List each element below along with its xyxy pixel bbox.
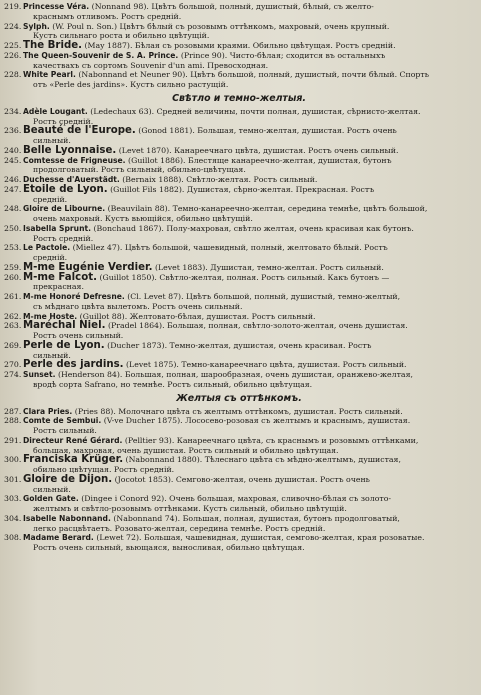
entry-text: [23, 494, 474, 514]
rose-entry: [4, 416, 474, 436]
rose-description: (Nabonnand 1880). Тѣлеснаго цвѣта съ мѣдно-желтымъ, душистая,: [125, 455, 401, 465]
rose-name: The Bride.: [23, 40, 83, 51]
rose-description-cont: средній.: [33, 194, 68, 204]
rose-name: Maréchal Niel.: [23, 320, 106, 332]
rose-description: (Ledechaux 63). Средней величины, почти полная, душистая, сѣрнисто-желтая.: [90, 106, 421, 116]
entry-text: [23, 370, 474, 390]
entry-text: [23, 360, 474, 370]
section-heading: Желтыя съ оттѣнкомъ.: [176, 392, 302, 404]
rose-description-cont: Ростъ очень сильный, вьющаяся, выносливая, обильно цвѣтущая.: [33, 543, 305, 552]
rose-name: Isabelle Nabonnand.: [23, 513, 111, 523]
rose-description: (Guillot Fils 1882). Душистая, сѣрно-желтая. Прекрасная. Ростъ: [110, 184, 375, 194]
entry-number: 308.: [4, 533, 22, 543]
entry-text: [23, 273, 474, 293]
entry-number: 248.: [4, 204, 22, 214]
entry-number: 259.: [4, 262, 22, 272]
rose-name: Beauté de l'Europe.: [23, 125, 136, 137]
rose-entry: [4, 41, 474, 51]
rose-name: Golden Gate.: [23, 494, 79, 504]
rose-description: (Ducher 1873). Темно-желтая, душистая, очень красивая. Ростъ: [107, 340, 372, 350]
rose-description-cont: Ростъ очень сильный.: [33, 331, 124, 340]
entry-number: 301.: [4, 474, 22, 484]
rose-entry: [4, 494, 474, 514]
entry-number: 261.: [4, 292, 22, 301]
rose-entry: [4, 185, 474, 205]
entry-number: 300.: [4, 455, 22, 465]
entry-number: 225.: [4, 41, 22, 50]
entry-text: [23, 146, 474, 156]
rose-entry: [4, 51, 474, 71]
rose-description: (Guillot 88). Желтовато-бѣлая, душистая. Ростъ сильный.: [79, 311, 316, 321]
entry-text: [23, 243, 474, 263]
rose-description-cont: прекрасная.: [33, 282, 84, 292]
rose-description: (Beauvilain 88). Темно-канареечно-желтая, середина темнѣе, цвѣтъ большой,: [107, 204, 428, 214]
rose-entry: [4, 126, 474, 146]
entry-number: 236.: [4, 126, 22, 136]
rose-description-cont: продолговатый. Ростъ сильный, обильно-цвѣтущая.: [33, 165, 246, 175]
rose-description: (Pradel 1864). Большая, полная, свѣтло-золото-желтая, очень душистая.: [107, 321, 408, 331]
rose-description: (Gonod 1881). Большая, темно-желтая, душистая. Ростъ очень: [138, 126, 397, 136]
rose-entry: [4, 514, 474, 534]
entry-number: 224.: [4, 21, 22, 31]
rose-description: (Levet 1875). Темно-канареечнаго цвѣта, душистая. Ростъ сильный.: [126, 360, 407, 370]
entry-text: [23, 156, 474, 176]
rose-description-cont: сильный.: [33, 484, 71, 494]
entry-text: [23, 2, 474, 22]
entry-text: [23, 70, 474, 90]
rose-description: (Levet 1870). Канареечнаго цвѣта, душистая. Ростъ очень сильный.: [118, 145, 399, 155]
rose-entry: [4, 273, 474, 293]
rose-description: (W. Poul n. Son.) Цвѣтъ бѣлый съ розовымъ оттѣнкомъ, махровый, очень крупный.: [52, 21, 390, 31]
entry-number: 219.: [4, 2, 22, 11]
section-heading: Свѣтло и темно-желтыя.: [172, 92, 306, 104]
rose-entry: [4, 475, 474, 495]
rose-entry: [4, 360, 474, 370]
entry-number: 291.: [4, 435, 22, 445]
rose-name: The Queen-Souvenir de S. A. Prince.: [23, 50, 179, 60]
entry-text: [23, 455, 474, 475]
entry-text: [23, 41, 474, 51]
rose-entry: [4, 533, 474, 553]
rose-name: Sunset.: [23, 370, 56, 379]
rose-description: (Guillot 1886). Блестяще канареечно-желтая, душистая, бутонъ: [128, 155, 392, 165]
rose-name: Franciska Krüger.: [23, 454, 124, 466]
rose-entry: [4, 243, 474, 263]
entry-text: [23, 514, 474, 534]
rose-name: Le Pactole.: [23, 243, 71, 253]
rose-name: M-me Eugénie Verdier.: [23, 261, 153, 273]
rose-description: (Cl. Levet 87). Цвѣтъ большой, полный, душистый, темно-желтый,: [127, 292, 401, 301]
rose-description: (Pelltier 93). Канареечнаго цвѣта, съ краснымъ и розовымъ оттѣнками,: [124, 435, 419, 445]
rose-description: (V-ve Ducher 1875). Лососево-розовая съ желтымъ и краснымъ, душистая.: [103, 416, 411, 426]
entry-number: 246.: [4, 175, 22, 184]
rose-entry: [4, 436, 474, 456]
rose-entry: [4, 70, 474, 90]
entry-number: 303.: [4, 494, 22, 504]
rose-description-cont: Ростъ средній.: [33, 116, 94, 126]
entry-text: [23, 292, 474, 312]
rose-description: (Guillot 1850). Свѣтло-желтая, полная. Ростъ сильный. Какъ бутонъ —: [99, 272, 390, 282]
rose-description: (Nabonnand et Neuner 90). Цвѣтъ большой, полный, душистый, почти бѣлый. Спорть: [78, 70, 429, 80]
rose-description-cont: съ мѣднаго цвѣта вылетомъ. Ростъ очень сильный.: [33, 301, 243, 311]
rose-description: (Bernaix 1888). Свѣтло-желтая. Ростъ сильный.: [122, 175, 318, 184]
rose-entry: [4, 224, 474, 244]
rose-description: (Lewet 72). Большая, чашевидная, душистая, семгово-желтая, края розоватые.: [96, 533, 425, 543]
rose-description-cont: краснымъ отливомъ. Ростъ средній.: [33, 11, 182, 21]
rose-description: (Levet 1883). Душистая, темно-желтая. Ростъ сильный.: [154, 262, 384, 272]
rose-name: Perle des jardins.: [23, 359, 124, 371]
rose-description-cont: средній.: [33, 253, 68, 262]
entry-text: [23, 407, 474, 417]
rose-name: Adèle Lougant.: [23, 106, 88, 116]
rose-description-cont: желтымъ и свѣтло-розовымъ оттѣнками. Кустъ сильный, обильно цвѣтущій.: [33, 504, 347, 513]
rose-name: Princesse Véra.: [23, 2, 90, 11]
rose-name: M-me Falcot.: [23, 271, 97, 283]
entry-number: 269.: [4, 340, 22, 350]
rose-description-cont: качествахъ съ сортомъ Souvenir d'un ami. Превосходная.: [33, 60, 269, 70]
entry-text: [23, 224, 474, 244]
entry-text: [23, 51, 474, 71]
rose-name: Etoile de Lyon.: [23, 183, 108, 195]
entry-number: 287.: [4, 406, 22, 416]
entry-number: 274.: [4, 370, 22, 379]
rose-name: Madame Berard.: [23, 533, 94, 543]
rose-entry: [4, 341, 474, 361]
rose-entry: [4, 292, 474, 312]
rose-name: Clara Pries.: [23, 406, 73, 416]
entry-text: [23, 321, 474, 341]
rose-description-cont: легко расцвѣтаетъ. Розовато-желтая, середина темнѣе. Ростъ средній.: [33, 523, 326, 533]
rose-name: M-me Hoste.: [23, 311, 78, 321]
entry-text: [23, 22, 474, 42]
rose-entry: [4, 107, 474, 127]
entry-number: 250.: [4, 223, 22, 233]
entry-number: 228.: [4, 70, 22, 80]
rose-description: (Dingee i Conord 92). Очень большая, махровая, сливочно-бѣлая съ золото-: [81, 494, 392, 504]
rose-description-cont: обильно цвѣтущая. Ростъ средній.: [33, 465, 175, 474]
entry-text: [23, 204, 474, 224]
entry-number: 245.: [4, 155, 22, 165]
rose-description-cont: сильный.: [33, 136, 71, 145]
entry-text: [23, 533, 474, 553]
rose-name: Duchesse d'Auerstädt.: [23, 175, 120, 184]
entry-number: 263.: [4, 321, 22, 331]
rose-name: Gloire de Libourne.: [23, 204, 106, 214]
entry-text: [23, 185, 474, 205]
entry-number: 234.: [4, 106, 22, 116]
entry-number: 253.: [4, 243, 22, 253]
rose-entry: [4, 321, 474, 341]
rose-name: White Pearl.: [23, 70, 76, 80]
rose-description-cont: Ростъ сильный.: [33, 426, 97, 435]
rose-name: Gloire de Dijon.: [23, 473, 113, 485]
rose-name: Sylph.: [23, 21, 50, 31]
rose-entry: [4, 204, 474, 224]
entry-text: [23, 126, 474, 146]
rose-name: Perle de Lyon.: [23, 339, 105, 351]
rose-description: (Nonnand 98). Цвѣтъ большой, полный, душистый, бѣлый, съ желто-: [91, 2, 374, 11]
entry-number: 247.: [4, 184, 22, 194]
rose-name: M-me Honoré Defresne.: [23, 292, 125, 301]
rose-description: (Bonchaud 1867). Полу-махровая, свѣтло желтая, очень красивая как бутонъ.: [93, 223, 414, 233]
entry-text: [23, 475, 474, 495]
entry-text: [23, 107, 474, 127]
rose-description-cont: отъ «Perle des jardins». Кустъ сильно растущій.: [33, 80, 229, 89]
rose-description-cont: сильный.: [33, 350, 71, 360]
rose-description-cont: большая, махровая, очень душистая. Ростъ сильный и обильно цвѣтущая.: [33, 445, 339, 455]
rose-description-cont: очень махровый. Кустъ вьющійся, обильно цвѣтущій.: [33, 214, 253, 223]
entry-number: 288.: [4, 416, 22, 426]
rose-description: (May 1887). Бѣлая съ розовыми краями. Обильно цвѣтущая. Ростъ средній.: [84, 41, 396, 50]
rose-description: (Henderson 84). Большая, полная, шарообразная, очень душистая, оранжево-желтая,: [57, 370, 413, 379]
rose-name: Comtesse de Frigneuse.: [23, 155, 126, 165]
entry-number: 226.: [4, 50, 22, 60]
rose-description-cont: Ростъ средній.: [33, 233, 94, 243]
entry-number: 240.: [4, 145, 22, 155]
rose-description: (Jocotot 1853). Семгово-желтая, очень душистая. Ростъ очень: [114, 474, 370, 484]
entry-text: [23, 341, 474, 361]
rose-name: Isabella Sprunt.: [23, 223, 92, 233]
rose-name: Belle Lyonnaise.: [23, 144, 117, 156]
rose-description-cont: Кустъ сильнаго роста и обильно цвѣтущій.: [33, 31, 210, 41]
rose-name: Comte de Sembui.: [23, 416, 102, 426]
entry-text: [23, 436, 474, 456]
entry-number: 262.: [4, 311, 22, 321]
entry-number: 260.: [4, 272, 22, 282]
entry-number: 270.: [4, 360, 22, 370]
rose-description-cont: вродѣ сорта Safrano, но темнѣе. Ростъ сильный, обильно цвѣтущая.: [33, 379, 313, 389]
rose-name: Directeur René Gérard.: [23, 435, 123, 445]
rose-entry: [4, 22, 474, 42]
rose-description: (Prince 90). Чисто-бѣлая; сходится въ остальныхъ: [180, 50, 386, 60]
rose-description: (Nabonnand 74). Большая, полная, душистая, бутонъ продолговатый,: [113, 513, 400, 523]
rose-list: [4, 2, 474, 553]
rose-entry: [4, 146, 474, 156]
rose-description: (Miellez 47). Цвѣтъ большой, чашевидный, полный, желтовато бѣлый. Ростъ: [72, 243, 388, 253]
entry-number: 304.: [4, 513, 22, 523]
rose-description: (Pries 88). Молочнаго цвѣта съ желтымъ оттѣнкомъ, душистая. Ростъ сильный.: [74, 406, 403, 416]
rose-entry: [4, 455, 474, 475]
rose-entry: [4, 407, 474, 417]
entry-text: [23, 416, 474, 436]
rose-entry: [4, 2, 474, 22]
rose-entry: [4, 156, 474, 176]
rose-entry: [4, 370, 474, 390]
